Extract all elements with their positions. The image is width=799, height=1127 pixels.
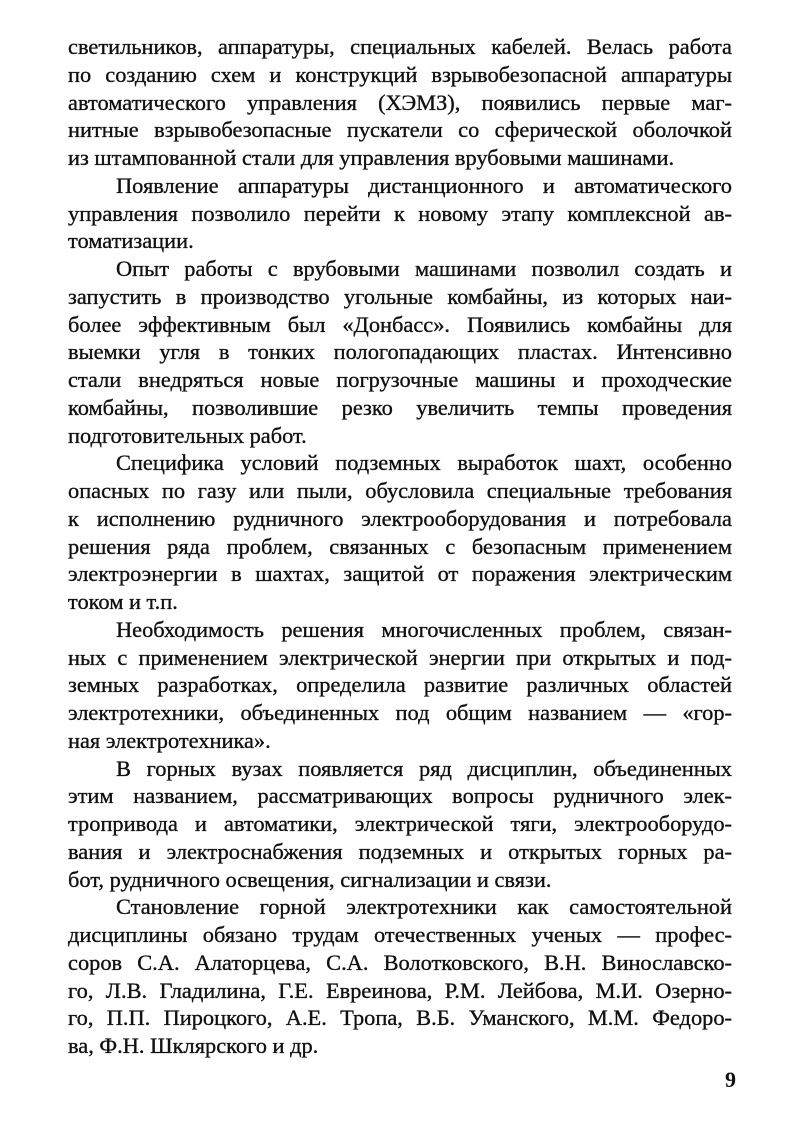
text-line: электротехники, объединенных под общим названием — «гор-: [68, 700, 732, 725]
text-line: Специфика условий подземных выработок шахт, особенно: [116, 450, 732, 476]
text-line: нитные взрывобезопасные пускатели со сферической оболочкой: [68, 117, 732, 143]
paragraph-6: [68, 755, 732, 894]
page-number: 9: [725, 1067, 736, 1092]
text-line: запустить в производство угольные комбайны, из которых наи-: [68, 283, 732, 309]
text-line: Становление горной электротехники как самостоятельной: [116, 894, 732, 920]
text-line: током и т.п.: [68, 589, 178, 614]
text-line: ва, Ф.Н. Шклярского и др.: [68, 1033, 319, 1058]
text-line: этим названием, рассматривающих вопросы рудничного элек-: [68, 783, 732, 809]
text-line: ная электротехника».: [68, 727, 271, 753]
text-line: из штампованной стали для управления врубовыми машинами.: [68, 145, 675, 170]
text-line: бот, рудничного освещения, сигнализации и связи.: [68, 866, 552, 892]
text-line: решения ряда проблем, связанных с безопасным применением: [68, 533, 732, 559]
paragraph-4: [68, 449, 732, 616]
text-line: более эффективным был «Донбасс». Появились комбайны для: [68, 311, 732, 337]
text-line: го, П.П. Пироцкого, А.Е. Тропа, В.Б. Уманского, М.М. Федоро-: [68, 1005, 732, 1031]
text-line: электроэнергии в шахтах, защитой от поражения электрическим: [68, 561, 732, 587]
text-line: Появление аппаратуры дистанционного и автоматического: [116, 172, 732, 198]
text-line: опасных по газу или пыли, обусловила специальные требования: [68, 478, 732, 503]
text-line: автоматического управления (ХЭМЗ), появились первые маг-: [68, 89, 732, 115]
paragraph-3: [68, 255, 732, 449]
text-line: Необходимость решения многочисленных проблем, связан-: [116, 616, 732, 642]
text-line: ных с применением электрической энергии при открытых и под-: [68, 644, 732, 670]
text-line: по созданию схем и конструкций взрывобезопасной аппаратуры: [68, 61, 732, 87]
text-line: В горных вузах появляется ряд дисциплин, объединенных: [116, 755, 732, 781]
page-body: [68, 33, 732, 1060]
text-line: к исполнению рудничного электрооборудования и потребовала: [68, 505, 732, 531]
paragraph-5: [68, 616, 732, 755]
paragraph-2: [68, 172, 732, 255]
text-line: го, Л.В. Гладилина, Г.Е. Евреинова, Р.М. Лейбова, М.И. Озерно-: [68, 977, 732, 1003]
text-line: светильников, аппаратуры, специальных кабелей. Велась работа: [68, 34, 732, 59]
text-line: управления позволило перейти к новому этапу комплексной ав-: [68, 200, 732, 226]
text-line: томатизации.: [68, 228, 194, 254]
paragraph-1: [68, 33, 732, 172]
text-line: Опыт работы с врубовыми машинами позволил создать и: [116, 256, 732, 281]
paragraph-7: [68, 893, 732, 1060]
text-line: соров С.А. Алаторцева, С.А. Волотковского, В.Н. Винославско-: [68, 949, 732, 975]
text-line: подготовительных работ.: [68, 422, 307, 448]
text-line: выемки угля в тонких пологопадающих пластах. Интенсивно: [68, 339, 732, 365]
text-line: вания и электроснабжения подземных и открытых горных ра-: [68, 838, 732, 864]
text-line: дисциплины обязано трудам отечественных ученых — профес-: [68, 922, 732, 947]
text-line: земных разработках, определила развитие различных областей: [68, 672, 732, 698]
text-line: комбайны, позволившие резко увеличить темпы проведения: [68, 394, 732, 420]
text-line: тропривода и автоматики, электрической тяги, электрооборудо-: [68, 811, 732, 836]
text-line: стали внедряться новые погрузочные машины и проходческие: [68, 367, 732, 392]
